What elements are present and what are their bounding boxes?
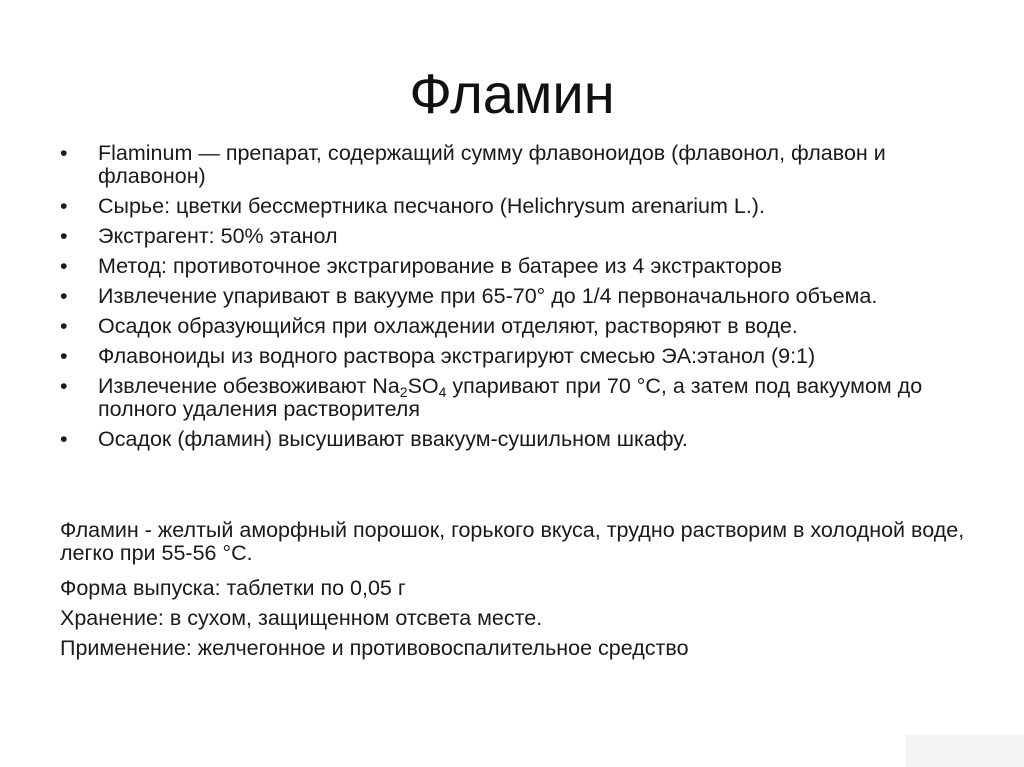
bullet-dot: •	[60, 427, 68, 451]
bullet-dot: •	[60, 141, 68, 165]
list-item	[60, 428, 990, 451]
text-part: SO	[407, 374, 439, 398]
bullet-text: Осадок (фламин) высушивают ввакуум-сушильном шкафу.	[98, 427, 688, 451]
bullet-text: Flaminum — препарат, содержащий сумму флавоноидов (флавонол, флавон и флавонон)	[98, 141, 886, 188]
bullet-text: Экстрагент: 50% этанол	[98, 224, 338, 248]
list-item	[60, 345, 990, 368]
subscript-4: 4	[438, 384, 447, 400]
description-paragraph: Фламин - желтый аморфный порошок, горького вкуса, трудно растворим в холодной воде, легко при 55-56 °С.	[60, 518, 965, 565]
bullet-text: Флавоноиды из водного раствора экстрагируют смесью ЭА:этанол (9:1)	[98, 344, 816, 368]
list-item	[60, 195, 990, 218]
list-item	[60, 285, 990, 308]
release-form-paragraph: Форма выпуска: таблетки по 0,05 г	[60, 576, 406, 600]
bullet-text: Метод: противоточное экстрагирование в батарее из 4 экстракторов	[98, 254, 783, 278]
list-item	[60, 315, 990, 338]
text-part: упаривают при 70 °С, а затем под вакуумом до полного удаления растворителя	[98, 374, 923, 421]
bullet-dot: •	[60, 374, 68, 398]
bullet-text: Осадок образующийся при охлаждении отделяют, растворяют в воде.	[98, 314, 798, 338]
bullet-dot: •	[60, 254, 68, 278]
bullet-dot: •	[60, 314, 68, 338]
text-part: Извлечение обезвоживают Na	[98, 374, 400, 398]
bullet-text: Сырье: цветки бессмертника песчаного (Helichrysum arenarium L.).	[98, 194, 765, 218]
bullet-dot: •	[60, 224, 68, 248]
list-item	[60, 255, 990, 278]
corner-watermark-area	[906, 735, 1024, 767]
bullet-dot: •	[60, 194, 68, 218]
list-item	[60, 142, 990, 188]
storage-paragraph: Хранение: в сухом, защищенном отсвета месте.	[60, 606, 543, 630]
bullet-list	[60, 142, 990, 458]
slide-title: Фламин	[409, 62, 615, 125]
bullet-dot: •	[60, 344, 68, 368]
bullet-text: Извлечение упаривают в вакууме при 65-70° до 1/4 первоначального объема.	[98, 284, 878, 308]
list-item	[60, 375, 990, 421]
bullet-text	[98, 374, 922, 421]
list-item	[60, 225, 990, 248]
subscript-2: 2	[399, 384, 408, 400]
bullet-dot: •	[60, 284, 68, 308]
application-paragraph: Применение: желчегонное и противовоспалительное средство	[60, 636, 689, 660]
